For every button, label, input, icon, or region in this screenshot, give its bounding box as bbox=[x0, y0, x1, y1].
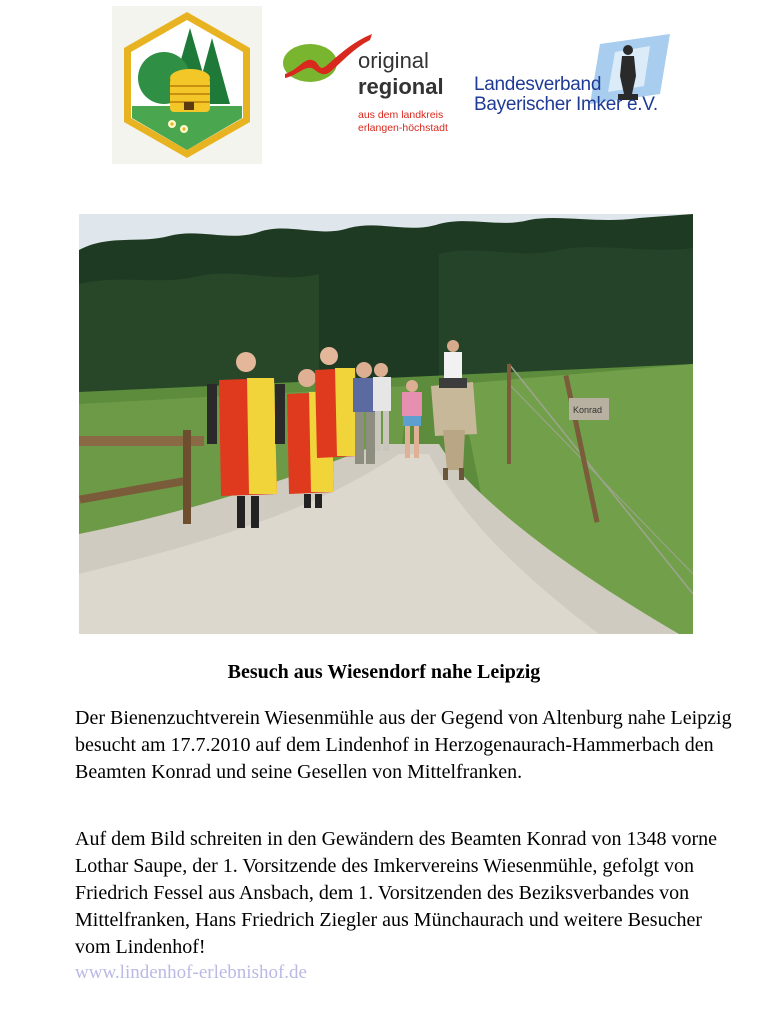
article-paragraph-1: Der Bienenzuchtverein Wiesenmühle aus der Gegend von Altenburg nahe Leipzig besucht am 17.7.2010 auf dem Lindenhof in Herzogenaurach-Hammerbach den Beamten Konrad und seine Gesellen von Mittelfranken. bbox=[75, 707, 732, 783]
brand-line-original: original bbox=[358, 48, 429, 73]
association-name-line1: Landesverband bbox=[474, 74, 602, 95]
brand-subline-1: aus dem landkreis bbox=[358, 109, 444, 121]
brand-subline-2: erlangen-höchstadt bbox=[358, 122, 448, 134]
original-regional-logo bbox=[280, 30, 460, 140]
fence-sign-text: Konrad bbox=[573, 405, 603, 415]
landesverband-logo bbox=[472, 34, 672, 119]
beehive-icon bbox=[112, 6, 262, 164]
beekeeper-club-logo bbox=[112, 6, 262, 164]
article-title: Besuch aus Wiesendorf nahe Leipzig bbox=[227, 661, 541, 683]
website-link[interactable]: www.lindenhof-erlebnishof.de bbox=[75, 962, 307, 983]
article-paragraph-2: Auf dem Bild schreiten in den Gewändern des Beamten Konrad von 1348 vorne Lothar Saupe, der 1. Vorsitzende des Imkervereins Wiesenmühle, gefolgt von Friedrich Fessel aus Ansbach, dem 1. Vorsitzenden des Beziksverbandes von Mittelfranken, Hans Friedrich Ziegler aus Münchaurach und weitere Besucher vom Lindenhof! bbox=[75, 828, 718, 958]
visit-photo bbox=[79, 214, 693, 634]
procession-photo bbox=[79, 214, 693, 634]
association-name-line2: Bayerischer Imker e.V. bbox=[474, 94, 658, 115]
brand-line-regional: regional bbox=[358, 74, 444, 99]
